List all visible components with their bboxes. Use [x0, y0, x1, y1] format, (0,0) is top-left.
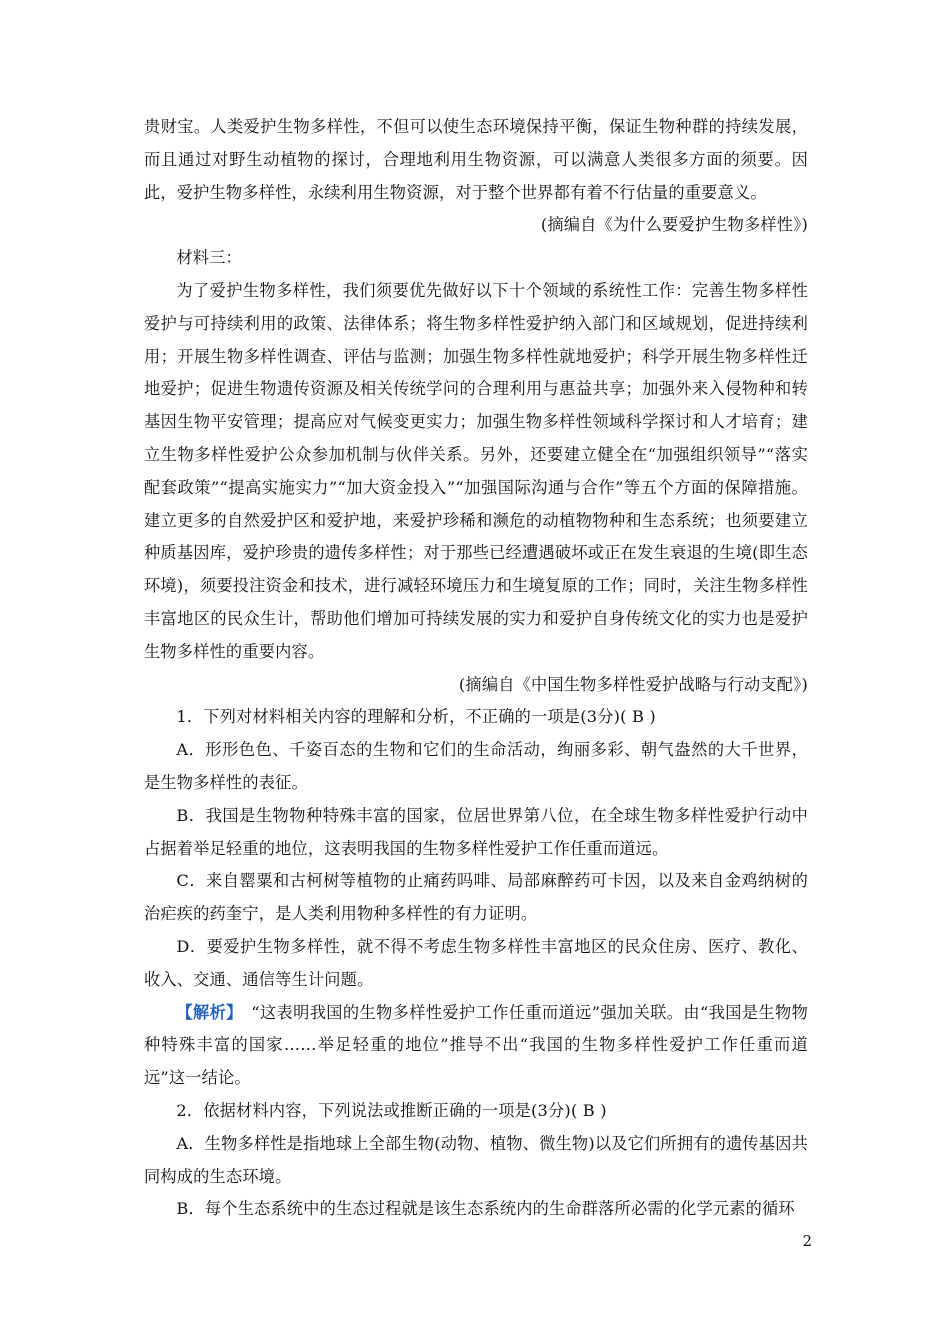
page-number: 2 [802, 1232, 812, 1250]
material3-paragraph: 为了爱护生物多样性，我们须要优先做好以下十个领域的系统性工作：完善生物多样性爱护与可持续利用的政策、法律体系；将生物多样性爱护纳入部门和区域规划，促进持续利用；开展生物多样性调查、评估与监测；加强生物多样性就地爱护；科学开展生物多样性迁地爱护；促进生物遗传资源及相关传统学问的合理利用与惠益共享；加强外来入侵物种和转基因生物平安管理；提高应对气候变更实力；加强生物多样性领域科学探讨和人才培育；建立生物多样性爱护公众参加机制与伙伴关系。另外，还要建立健全在“加强组织领导”“落实配套政策”“提高实施实力”“加大资金投入”“加强国际沟通与合作”等五个方面的保障措施。建立更多的自然爱护区和爱护地，来爱护珍稀和濒危的动植物物种和生态系统；也须要建立种质基因库，爱护珍贵的遗传多样性；对于那些已经遭遇破坏或正在发生衰退的生境(即生态环境)，须要投注资金和技术，进行减轻环境压力和生境复原的工作；同时，关注生物多样性丰富地区的民众生计，帮助他们增加可持续发展的实力和爱护自身传统文化的实力也是爱护生物多样性的重要内容。 [144, 280, 808, 661]
question1-option-c: C．来自罂粟和古柯树等植物的止痛药吗啡、局部麻醉药可卡因，以及来自金鸡纳树的治疟疾的药奎宁，是人类利用物种多样性的有力证明。 [144, 871, 808, 924]
material2-tail-paragraph: 贵财宝。人类爱护生物多样性，不但可以使生态环境保持平衡，保证生物种群的持续发展，而且通过对野生动植物的探讨，合理地利用生物资源，可以满意人类很多方面的须要。因此，爱护生物多样性，永续利用生物资源，对于整个世界都有着不行估量的重要意义。 [144, 117, 808, 202]
question1-option-b: B．我国是生物物种特殊丰富的国家，位居世界第八位，在全球生物多样性爱护行动中占据着举足轻重的地位，这表明我国的生物多样性爱护工作任重而道远。 [144, 805, 808, 858]
question2-stem: 2．依据材料内容，下列说法或推断正确的一项是(3分)( B ) [176, 1100, 607, 1120]
material3-source: (摘编自《中国生物多样性爱护战略与行动支配》) [458, 674, 808, 694]
question1-option-a: A．形形色色、千姿百态的生物和它们的生命活动，绚丽多彩、朝气盎然的大千世界，是生物多样性的表征。 [144, 740, 808, 792]
question1-stem: 1．下列对材料相关内容的理解和分析，不正确的一项是(3分)( B ) [176, 707, 656, 727]
question2-option-b: B．每个生态系统中的生态过程就是该生态系统内的生命群落所必需的化学元素的循环 [176, 1199, 795, 1219]
question1-option-d: D．要爱护生物多样性，就不得不考虑生物多样性丰富地区的民众住房、医疗、教化、收入、交通、通信等生计问题。 [144, 936, 808, 989]
material2-source: (摘编自《为什么要爱护生物多样性》) [540, 215, 808, 235]
page-body [144, 111, 808, 1226]
question1-analysis [144, 997, 808, 1095]
material3-heading: 材料三： [176, 248, 242, 268]
analysis-text: “这表明我国的生物多样性爱护工作任重而道远”强加关联。由“我国是生物物种特殊丰富的国家……举足轻重的地位”推导不出“我国的生物多样性爱护工作任重而道远”这一结论。 [144, 1002, 808, 1088]
analysis-tag: 【解析】 [176, 1002, 235, 1022]
question2-option-a: A．生物多样性是指地球上全部生物(动物、植物、微生物)以及它们所拥有的遗传基因共同构成的生态环境。 [144, 1133, 808, 1186]
